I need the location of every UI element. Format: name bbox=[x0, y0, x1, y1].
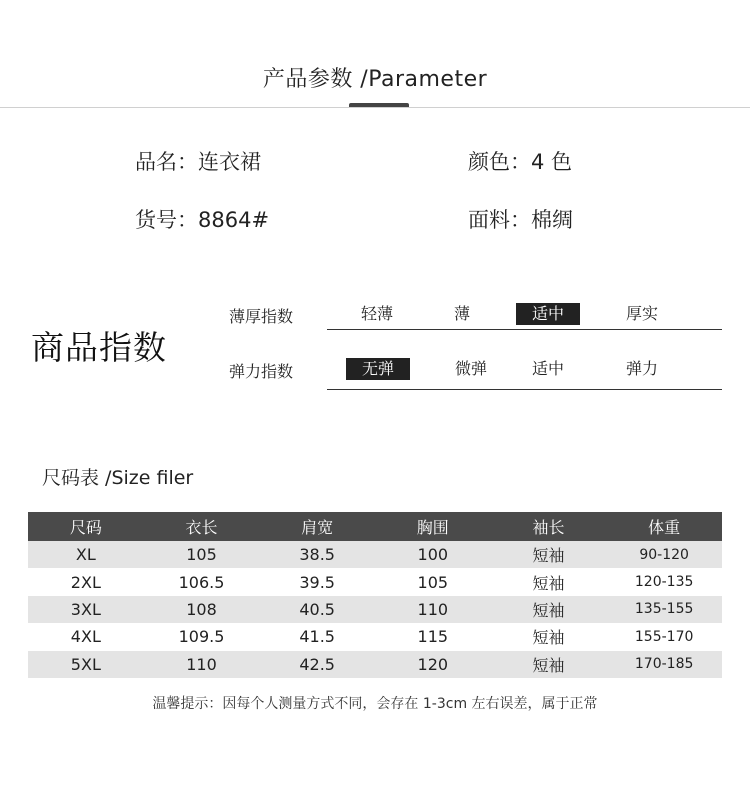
header-shoulder: 肩宽 bbox=[259, 512, 375, 541]
header-accent-bar bbox=[349, 103, 409, 107]
param-item-no: 货号：8864# bbox=[135, 208, 270, 232]
page-title: 产品参数 /Parameter bbox=[262, 67, 488, 92]
header-sleeve: 袖长 bbox=[491, 512, 607, 541]
cell-weight: 90-120 bbox=[606, 541, 722, 568]
table-row bbox=[28, 596, 722, 623]
elasticity-option-medium: 适中 bbox=[531, 359, 564, 378]
cell-size: 5XL bbox=[28, 651, 144, 678]
cell-length: 109.5 bbox=[178, 627, 225, 647]
header-divider bbox=[0, 107, 750, 108]
header-weight: 体重 bbox=[606, 512, 722, 541]
cell-length: 110 bbox=[144, 651, 260, 678]
cell-sleeve: 短袖 bbox=[491, 596, 607, 623]
elasticity-option-none-selected: 无弹 bbox=[346, 358, 410, 380]
cell-size: 3XL bbox=[28, 596, 144, 623]
param-fabric: 面料：棉绸 bbox=[468, 208, 573, 232]
cell-size: XL bbox=[28, 541, 144, 568]
thickness-option-thin: 薄 bbox=[453, 304, 470, 323]
param-color: 颜色：4 色 bbox=[468, 150, 573, 174]
cell-weight: 135-155 bbox=[606, 596, 722, 623]
cell-shoulder: 42.5 bbox=[259, 651, 375, 678]
size-table bbox=[28, 512, 722, 678]
cell-weight: 120-135 bbox=[634, 574, 694, 591]
index-title: 商品指数 bbox=[31, 328, 167, 367]
table-row bbox=[28, 651, 722, 678]
size-table-header-row bbox=[28, 512, 722, 541]
cell-bust: 120 bbox=[375, 651, 491, 678]
cell-bust: 105 bbox=[417, 572, 449, 592]
measurement-note: 温馨提示：因每个人测量方式不同，会存在 1-3cm 左右误差，属于正常 bbox=[152, 696, 598, 712]
cell-shoulder: 41.5 bbox=[299, 627, 335, 647]
table-row bbox=[28, 541, 722, 568]
cell-sleeve: 短袖 bbox=[491, 541, 607, 568]
cell-sleeve: 短袖 bbox=[532, 628, 565, 648]
thickness-option-medium-selected: 适中 bbox=[516, 303, 580, 325]
cell-sleeve: 短袖 bbox=[491, 651, 607, 678]
thickness-option-light: 轻薄 bbox=[360, 304, 393, 323]
size-table-title: 尺码表 /Size filer bbox=[42, 467, 194, 489]
cell-shoulder: 40.5 bbox=[259, 596, 375, 623]
elasticity-label: 弹力指数 bbox=[229, 362, 294, 381]
header-size: 尺码 bbox=[28, 512, 144, 541]
table-row bbox=[28, 623, 722, 650]
elasticity-option-slight: 微弹 bbox=[454, 359, 487, 378]
thickness-label: 薄厚指数 bbox=[229, 307, 294, 326]
elasticity-divider bbox=[327, 389, 722, 390]
cell-length: 105 bbox=[144, 541, 260, 568]
cell-bust: 110 bbox=[375, 596, 491, 623]
cell-length: 106.5 bbox=[178, 572, 225, 592]
cell-size: 2XL bbox=[70, 572, 101, 592]
cell-bust: 100 bbox=[375, 541, 491, 568]
elasticity-option-stretch: 弹力 bbox=[625, 359, 658, 378]
cell-shoulder: 39.5 bbox=[299, 572, 335, 592]
cell-weight: 170-185 bbox=[606, 651, 722, 678]
cell-weight: 155-170 bbox=[634, 628, 694, 645]
thickness-divider bbox=[327, 329, 722, 330]
cell-sleeve: 短袖 bbox=[532, 573, 565, 593]
thickness-option-thick: 厚实 bbox=[625, 304, 658, 323]
cell-size: 4XL bbox=[70, 627, 101, 647]
cell-bust: 115 bbox=[417, 627, 449, 647]
param-name: 品名：连衣裙 bbox=[135, 150, 261, 174]
cell-length: 108 bbox=[144, 596, 260, 623]
header-length: 衣长 bbox=[144, 512, 260, 541]
table-row bbox=[28, 568, 722, 595]
cell-shoulder: 38.5 bbox=[259, 541, 375, 568]
header-bust: 胸围 bbox=[375, 512, 491, 541]
